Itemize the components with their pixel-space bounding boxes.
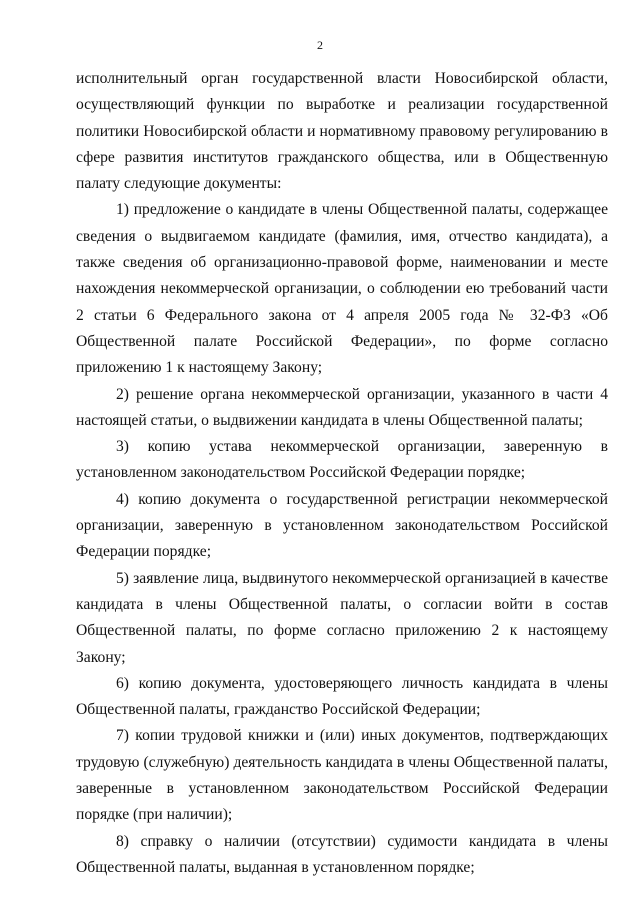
document-body xyxy=(76,66,608,881)
list-item-2: 2) решение органа некоммерческой организации, указанного в части 4 настоящей статьи, о выдвижении кандидата в члены Общественной палаты; xyxy=(76,385,608,429)
list-item-5: 5) заявление лица, выдвинутого некоммерческой организацией в качестве кандидата в члены Общественной палаты, о согласии войти в состав Общественной палаты, по форме согласно приложению 2 к настоящему Закону; xyxy=(76,569,608,666)
paragraph-continuation: исполнительный орган государственной власти Новосибирской области, осуществляющий функции по выработке и реализации государственной политики Новосибирской области и нормативному правовому регулированию в сфере развития институтов гражданского общества, или в Общественную палату следующие документы: xyxy=(76,70,608,193)
list-item-1: 1) предложение о кандидате в члены Общественной палаты, содержащее сведения о выдвигаемом кандидате (фамилия, имя, отчество кандидата), а также сведения об организационно-правовой форме, наименовании и месте нахождения некоммерческой организации, о соблюдении ею требований части 2 статьи 6 Федерального закона от 4 апреля 2005 года № 32-ФЗ «Об Общественной палате Российской Федерации», по форме согласно приложению 1 к настоящему Закону; xyxy=(76,201,608,377)
list-item-7: 7) копии трудовой книжки и (или) иных документов, подтверждающих трудовую (служебную) деятельность кандидата в члены Общественной палаты, заверенные в установленном законодательством Российской Федерации порядке (при наличии); xyxy=(76,727,608,824)
list-item-8: 8) справку о наличии (отсутствии) судимости кандидата в члены Общественной палаты, выданная в установленном порядке; xyxy=(76,832,608,876)
list-item-3: 3) копию устава некоммерческой организации, заверенную в установленном законодательством Российской Федерации порядке; xyxy=(76,438,608,482)
page-number: 2 xyxy=(317,38,323,52)
list-item-6: 6) копию документа, удостоверяющего личность кандидата в члены Общественной палаты, гражданство Российской Федерации; xyxy=(76,674,608,719)
list-item-4: 4) копию документа о государственной регистрации некоммерческой организации, заверенную в установленном законодательством Российской Федерации порядке; xyxy=(76,490,608,561)
